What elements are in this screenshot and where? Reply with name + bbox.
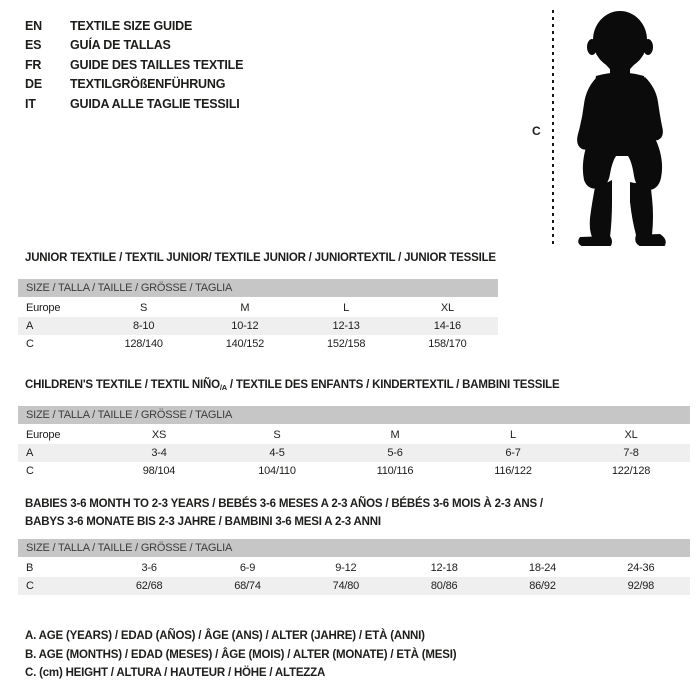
value-cell: 4-5 [269, 447, 285, 459]
language-code: FR [25, 57, 42, 72]
row-label: Europe [26, 429, 61, 441]
measurement-figure [526, 8, 690, 248]
junior-section-title: JUNIOR TEXTILE / TEXTIL JUNIOR/ TEXTILE JUNIOR / JUNIORTEXTIL / JUNIOR TESSILE [25, 252, 496, 264]
size-header-bar: SIZE / TALLA / TAILLE / GRÖSSE / TAGLIA [18, 406, 690, 424]
table-row [18, 317, 498, 335]
legend-line-b: B. AGE (MONTHS) / EDAD (MESES) / ÂGE (MOIS) / ALTER (MONATE) / ETÀ (MESI) [25, 648, 457, 661]
row-label: Europe [26, 302, 61, 314]
table-row [18, 426, 690, 444]
size-cell: M [390, 429, 400, 441]
value-cell: 10-12 [231, 320, 259, 332]
legend-line-c: C. (cm) HEIGHT / ALTURA / HAUTEUR / HÖHE / ALTEZZA [25, 667, 326, 679]
value-cell: 6-7 [505, 447, 521, 459]
row-label: A [26, 320, 34, 332]
language-title: TEXTILE SIZE GUIDE [70, 18, 193, 33]
value-cell: 3-4 [151, 447, 167, 459]
value-cell: 14-16 [433, 320, 461, 332]
table-row [18, 462, 690, 480]
language-row [25, 16, 243, 36]
junior-size-table [18, 279, 498, 353]
language-row [25, 55, 243, 75]
language-code: IT [25, 96, 36, 111]
size-cell: L [343, 302, 350, 314]
title-line-2: BABYS 3-6 MONATE BIS 2-3 JAHRE / BAMBINI 3-6 MESI A 2-3 ANNI [25, 516, 381, 528]
value-cell: 62/68 [135, 580, 163, 592]
value-cell: 8-10 [133, 320, 155, 332]
table-row [18, 299, 498, 317]
language-title: TEXTILGRÖßENFÜHRUNG [70, 77, 226, 92]
size-header-bar: SIZE / TALLA / TAILLE / GRÖSSE / TAGLIA [18, 279, 498, 297]
language-list [25, 16, 243, 114]
value-cell: 86/92 [529, 580, 556, 592]
value-cell: 140/152 [225, 338, 265, 350]
measurement-legend [25, 627, 456, 683]
value-cell: 122/128 [611, 465, 651, 477]
value-cell: 18-24 [528, 562, 557, 574]
size-cell: M [240, 302, 250, 314]
language-title: GUIDE DES TAILLES TEXTILE [70, 57, 244, 72]
children-section-title [25, 376, 559, 397]
value-cell: 9-12 [335, 562, 357, 574]
value-cell: 6-9 [239, 562, 256, 574]
language-code: ES [25, 38, 42, 53]
table-row [18, 335, 498, 353]
value-cell: 74/80 [332, 580, 360, 592]
legend-line-a: A. AGE (YEARS) / EDAD (AÑOS) / ÂGE (ANS) / ALTER (JAHRE) / ETÀ (ANNI) [25, 630, 425, 642]
title-line-1: BABIES 3-6 MONTH TO 2-3 YEARS / BEBÉS 3-6 MESES A 2-3 AÑOS / BÉBÉS 3-6 MOIS À 2-3 ANS / [25, 498, 543, 510]
height-marker-label: C [532, 124, 541, 138]
value-cell: 3-6 [141, 562, 157, 574]
toddler-silhouette-icon [566, 10, 678, 246]
value-cell: 68/74 [234, 580, 261, 592]
language-title: GUÍA DE TALLAS [70, 38, 171, 53]
babies-section-title [25, 495, 543, 531]
language-title: GUIDA ALLE TAGLIE TESSILI [70, 96, 240, 111]
value-cell: 5-6 [387, 447, 403, 459]
language-code: EN [25, 18, 42, 33]
value-cell: 12-13 [332, 320, 360, 332]
row-label: A [26, 447, 34, 459]
value-cell: 128/140 [124, 338, 163, 350]
size-cell: XS [151, 429, 167, 441]
size-header-bar: SIZE / TALLA / TAILLE / GRÖSSE / TAGLIA [18, 539, 690, 557]
row-label: B [26, 562, 34, 574]
row-label: C [26, 338, 34, 350]
value-cell: 116/122 [494, 465, 532, 477]
size-cell: S [273, 429, 281, 441]
value-cell: 24-36 [627, 562, 655, 574]
value-cell: 92/98 [627, 580, 655, 592]
value-cell: 158/170 [428, 338, 467, 350]
title-text: CHILDREN'S TEXTILE / TEXTIL NIÑO [25, 379, 220, 391]
value-cell: 110/116 [376, 465, 414, 477]
size-cell: XL [440, 302, 454, 314]
table-row [18, 559, 690, 577]
value-cell: 98/104 [142, 465, 176, 477]
height-dashed-line [552, 10, 554, 244]
size-cell: L [510, 429, 516, 441]
size-cell: S [140, 302, 148, 314]
title-text: / TEXTILE DES ENFANTS / KINDERTEXTIL / BAMBINI TESSILE [226, 379, 560, 391]
value-cell: 7-8 [623, 447, 639, 459]
children-size-table [18, 406, 690, 480]
table-row [18, 577, 690, 595]
value-cell: 152/158 [326, 338, 366, 350]
row-label: C [26, 465, 34, 477]
title-subscript: /A [219, 383, 227, 392]
language-row [25, 94, 243, 114]
value-cell: 80/86 [430, 580, 458, 592]
language-row [25, 75, 243, 95]
table-row [18, 444, 690, 462]
row-label: C [26, 580, 34, 592]
value-cell: 12-18 [430, 562, 458, 574]
size-cell: XL [624, 429, 638, 441]
language-code: DE [25, 77, 42, 92]
value-cell: 104/110 [258, 465, 296, 477]
babies-size-table [18, 539, 690, 595]
language-row [25, 36, 243, 56]
